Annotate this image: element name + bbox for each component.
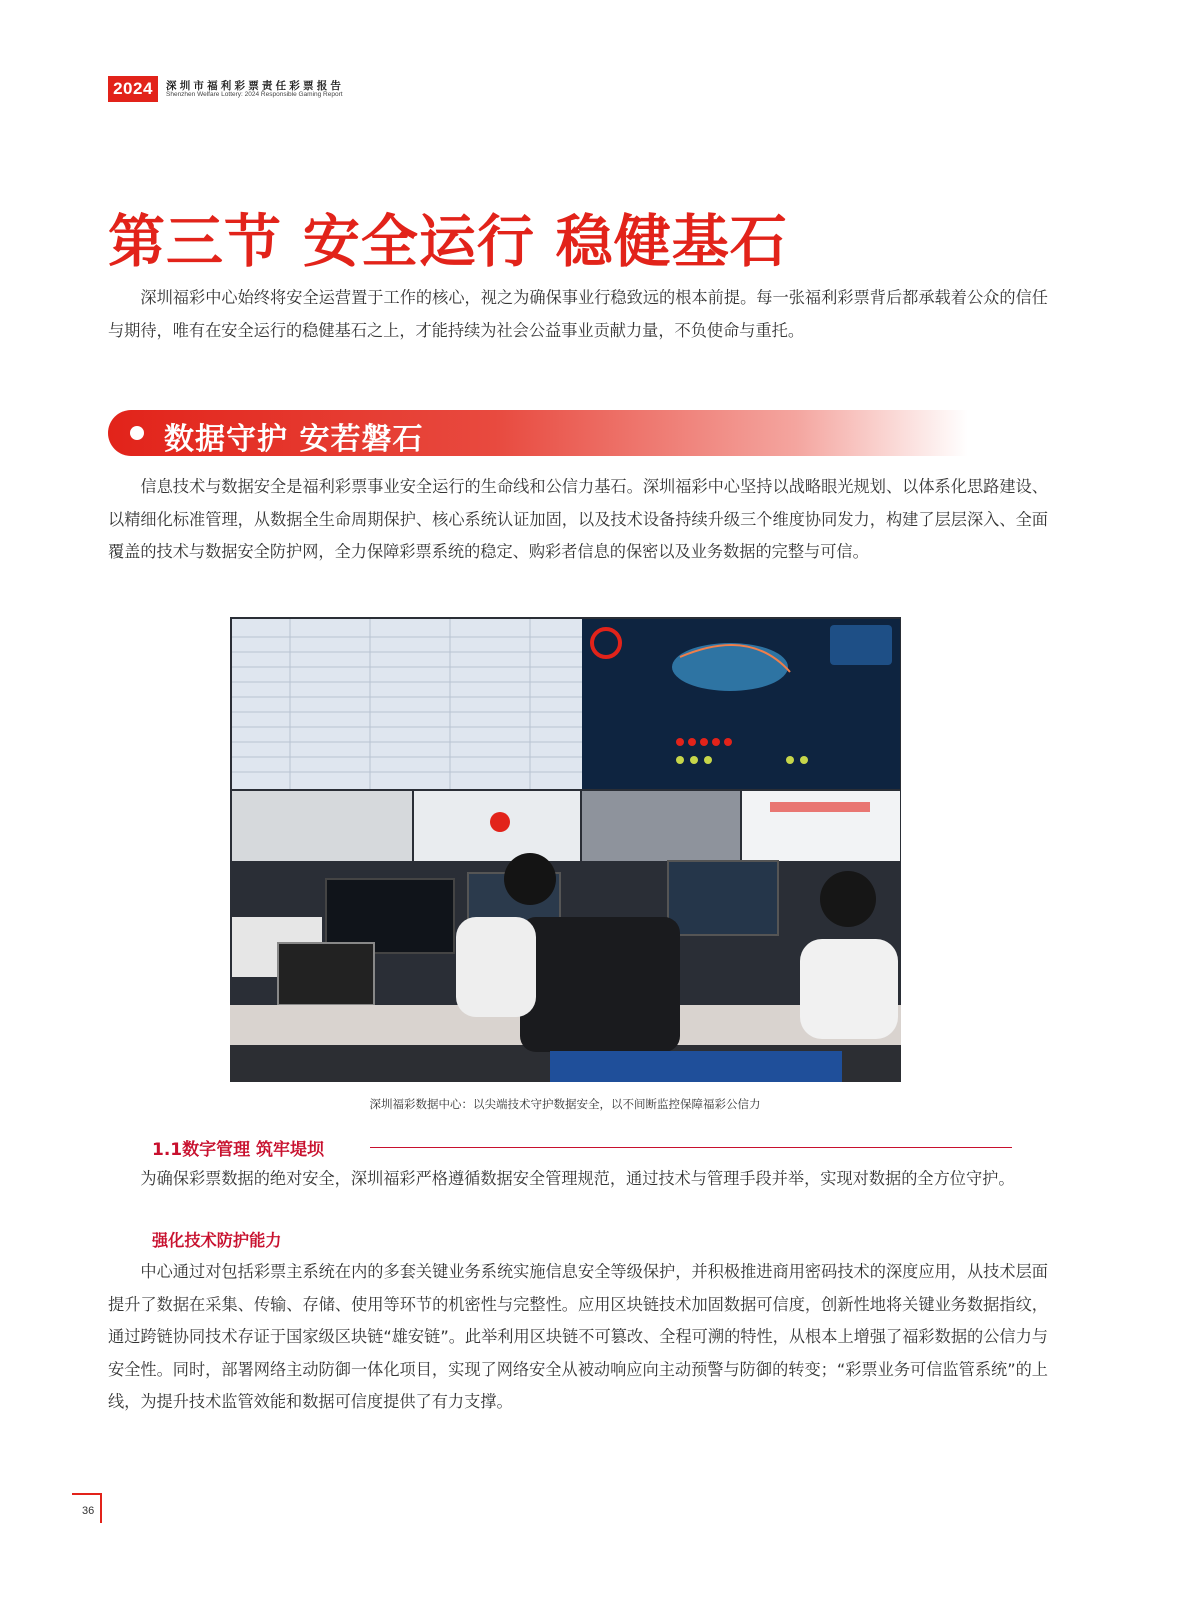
subsection-divider <box>370 1147 1012 1148</box>
section-intro: 深圳福彩中心始终将安全运营置于工作的核心，视之为确保事业行稳致远的根本前提。每一张福利彩票背后都承载着公众的信任与期待，唯有在安全运行的稳健基石之上，才能持续为社会公益事业贡献力量，不负使命与重托。 <box>108 288 1048 340</box>
subsection-paragraph-2: 中心通过对包括彩票主系统在内的多套关键业务系统实施信息安全等级保护，并积极推进商用密码技术的深度应用，从技术层面提升了数据在采集、传输、存储、使用等环节的机密性与完整性。应用区块链技术加固数据可信度，创新性地将关键业务数据指纹，通过跨链协同技术存证于国家级区块链“雄安链”。此举利用区块链不可篡改、全程可溯的特性，从根本上增强了福彩数据的公信力与安全性。同时，部署网络主动防御一体化项目，实现了网络安全从被动响应向主动预警与防御的转变；“彩票业务可信监管系统”的上线，为提升技术监管效能和数据可信度提供了有力支撑。 <box>108 1262 1048 1411</box>
body-paragraph: 信息技术与数据安全是福利彩票事业安全运行的生命线和公信力基石。深圳福彩中心坚持以战略眼光规划、以体系化思路建设、以精细化标准管理，从数据全生命周期保护、核心系统认证加固，以及技术设备持续升级三个维度协同发力，构建了层层深入、全面覆盖的技术与数据安全防护网，全力保障彩票系统的稳定、购彩者信息的保密以及业务数据的完整与可信。 <box>108 477 1048 561</box>
page-number: 36 <box>82 1505 95 1517</box>
report-title-en: Shenzhen Welfare Lottery: 2024 Responsible Gaming Report <box>166 91 343 98</box>
report-title-cn: 深圳市福利彩票责任彩票报告 <box>166 80 345 92</box>
section-title: 第三节 安全运行 稳健基石 <box>108 209 788 275</box>
data-center-photo <box>230 617 901 1082</box>
photo-caption: 深圳福彩数据中心：以尖端技术守护数据安全，以不间断监控保障福彩公信力 <box>369 1097 761 1111</box>
bullet-dot-icon <box>130 426 144 440</box>
banner-title: 数据守护 安若磐石 <box>164 422 424 457</box>
strong-heading: 强化技术防护能力 <box>152 1231 282 1250</box>
year-badge: 2024 <box>108 76 158 102</box>
subsection-paragraph-1: 为确保彩票数据的绝对安全，深圳福彩严格遵循数据安全管理规范，通过技术与管理手段并举，实现对数据的全方位守护。 <box>140 1169 1015 1188</box>
subsection-title: 1.1数字管理 筑牢堤坝 <box>152 1140 325 1160</box>
subsection-banner <box>108 410 968 456</box>
data-center-illustration <box>230 617 901 1082</box>
